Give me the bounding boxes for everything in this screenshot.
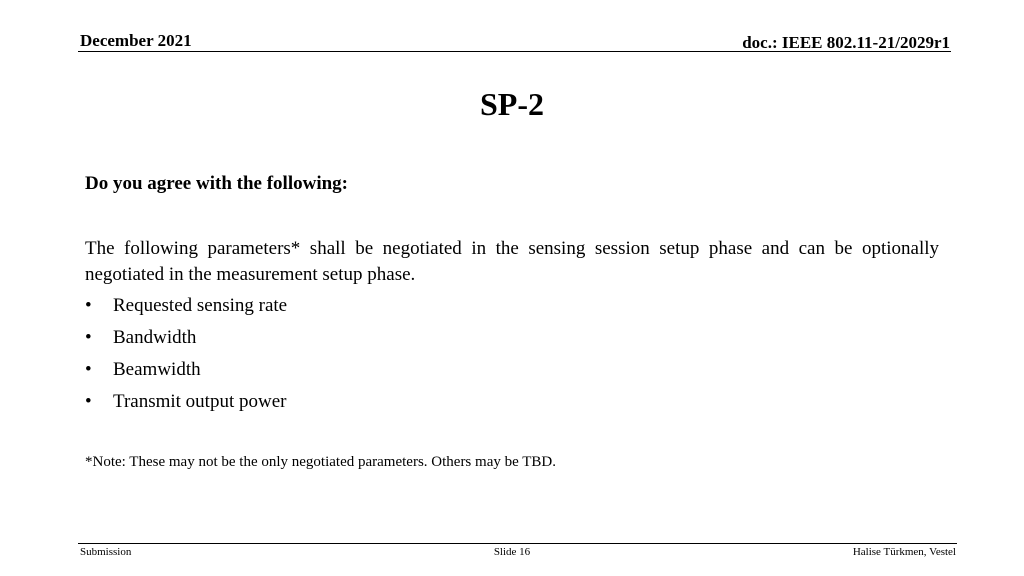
list-item-text: Bandwidth: [113, 327, 197, 348]
footer-divider: [78, 543, 957, 544]
list-item: [85, 292, 287, 324]
slide-title: SP-2: [480, 86, 544, 122]
footer-author: Halise Türkmen, Vestel: [852, 546, 956, 558]
list-item-text: Transmit output power: [113, 391, 287, 412]
bullet-icon: •: [85, 327, 92, 348]
footer-submission: Submission: [80, 546, 132, 558]
header-date: December 2021: [80, 31, 192, 50]
list-item-text: Requested sensing rate: [113, 295, 288, 316]
footer-slide-number: Slide 16: [493, 546, 531, 558]
header-doc-id: doc.: IEEE 802.11-21/2029r1: [742, 33, 950, 52]
body-paragraph: The following parameters* shall be negotiated in the sensing session setup phase and can be optionally negotiated in the measurement setup phase.: [85, 238, 939, 285]
list-item-text: Beamwidth: [113, 359, 201, 380]
list-item: [85, 388, 287, 420]
footnote: *Note: These may not be the only negotiated parameters. Others may be TBD.: [85, 454, 556, 470]
header-divider: [78, 51, 951, 52]
bullet-icon: •: [85, 359, 92, 380]
list-item: [85, 356, 287, 388]
parameter-list: [85, 292, 287, 420]
list-item: [85, 324, 287, 356]
bullet-icon: •: [85, 295, 92, 316]
bullet-icon: •: [85, 391, 92, 412]
question-heading: Do you agree with the following:: [85, 173, 348, 194]
